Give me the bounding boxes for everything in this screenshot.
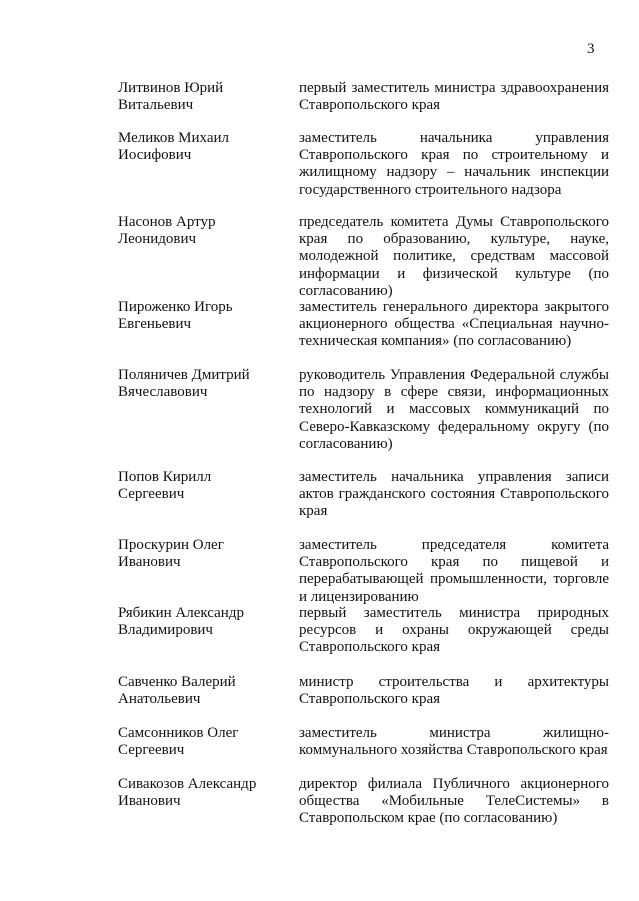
person-name: Сивакозов Александр Иванович <box>118 776 257 810</box>
person-name: Насонов Артур Леонидович <box>118 214 216 248</box>
person-role: заместитель председателя комитета Ставропольского края по пищевой и перерабатывающей промышленности, торговле и лицензированию <box>299 537 609 605</box>
person-name: Пироженко Игорь Евгеньевич <box>118 299 233 333</box>
person-role: заместитель начальника управления Ставропольского края по строительному и жилищному надзору – начальник инспекции государственного строительного надзора <box>299 130 609 198</box>
person-name: Проскурин Олег Иванович <box>118 537 224 571</box>
person-role: первый заместитель министра здравоохранения Ставропольского края <box>299 80 609 114</box>
person-name: Самсонников Олег Сергеевич <box>118 725 239 759</box>
person-name: Рябикин Александр Владимирович <box>118 605 244 639</box>
person-role: первый заместитель министра природных ресурсов и охраны окружающей среды Ставропольского края <box>299 605 609 656</box>
person-name: Попов Кирилл Сергеевич <box>118 469 212 503</box>
person-name: Литвинов Юрий Витальевич <box>118 80 224 114</box>
person-role: заместитель генерального директора закрытого акционерного общества «Специальная научно-техническая компания» (по согласованию) <box>299 299 609 350</box>
person-role: министр строительства и архитектуры Ставропольского края <box>299 674 609 708</box>
person-role: заместитель министра жилищно-коммунального хозяйства Ставропольского края <box>299 725 609 759</box>
person-role: заместитель начальника управления записи актов гражданского состояния Ставропольского края <box>299 469 609 520</box>
person-role: председатель комитета Думы Ставропольского края по образованию, культуре, науке, молодежной политике, средствам массовой информации и физической культуре (по согласованию) <box>299 214 609 299</box>
person-role: руководитель Управления Федеральной службы по надзору в сфере связи, информационных технологий и массовых коммуникаций по Северо-Кавказскому федеральному округу (по согласованию) <box>299 367 609 452</box>
person-name: Меликов Михаил Иосифович <box>118 130 230 164</box>
page-number: 3 <box>587 41 595 57</box>
person-role: директор филиала Публичного акционерного общества «Мобильные ТелеСистемы» в Ставропольском крае (по согласованию) <box>299 776 609 827</box>
person-name: Савченко Валерий Анатольевич <box>118 674 236 708</box>
person-name: Поляничев Дмитрий Вячеславович <box>118 367 250 401</box>
